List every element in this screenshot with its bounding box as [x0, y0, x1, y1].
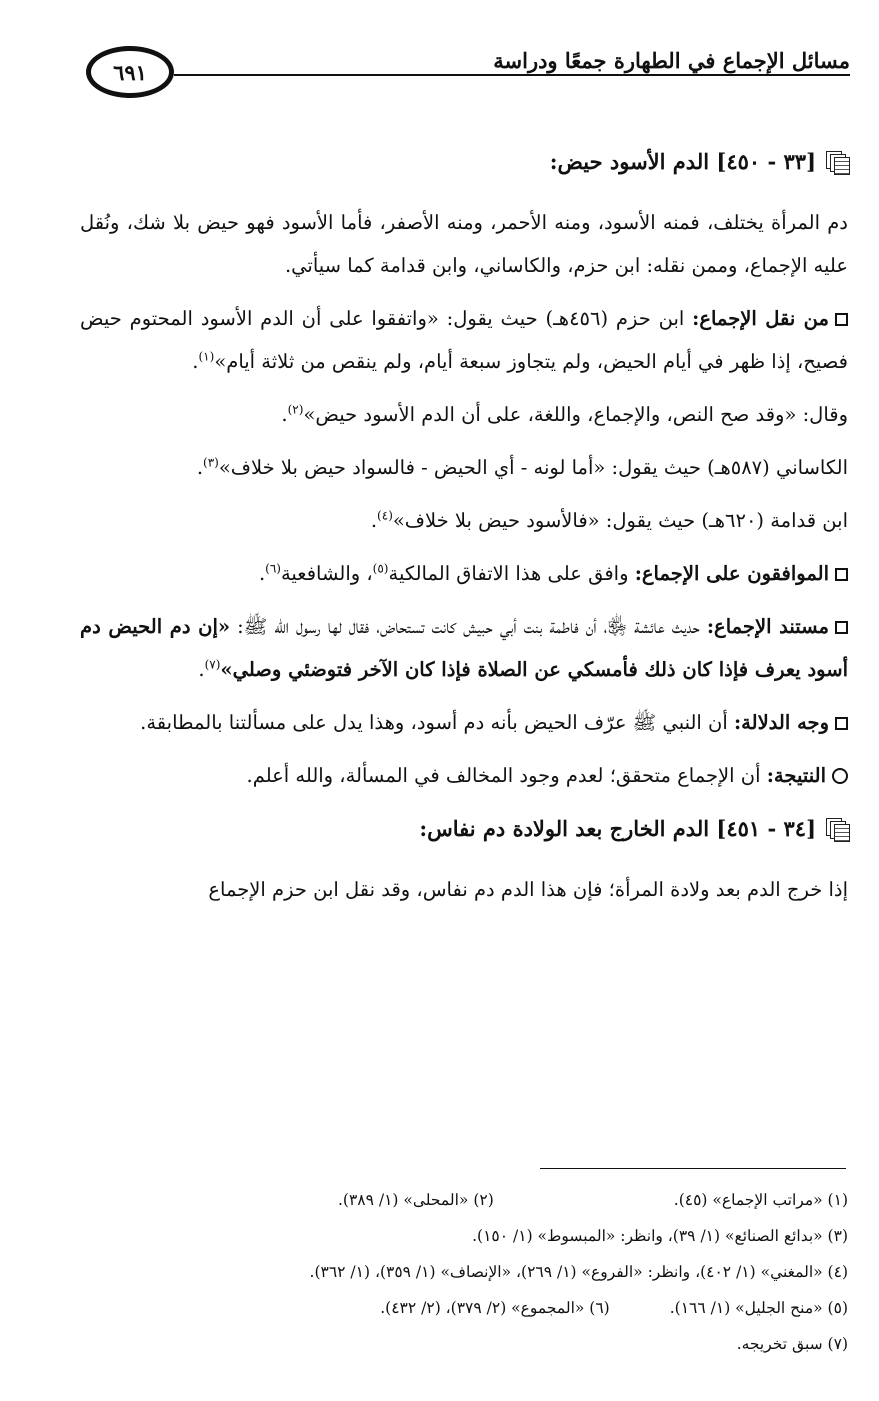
- document-stack-icon: [826, 818, 848, 840]
- agreeing-text-b: ، والشافعية: [280, 562, 373, 585]
- footnote-ref-6: (٦): [265, 561, 281, 576]
- transmitters-text: ابن حزم (٤٥٦هـ) حيث يقول: «واتفقوا على أن الدم الأسود المحتوم حيض فصيح، إذا ظهر في أيام الحيض، ولم يتجاوز سبعة أيام، ولم ينقص من ثلاثة أيام»: [80, 307, 848, 373]
- kasani-paragraph: الكاساني (٥٨٧هـ) حيث يقول: «أما لونه - أي الحيض - فالسواد حيض بلا خلاف»$^{(٣)}$.: [196, 455, 848, 479]
- footnote-ref-1: (١): [198, 349, 215, 364]
- nifas-text: إذا خرج الدم بعد ولادة المرأة؛ فإن هذا الدم دم نفاس، وقد نقل ابن حزم الإجماع: [208, 878, 848, 901]
- running-title: مسائل الإجماع في الطهارة جمعًا ودراسة: [493, 48, 850, 73]
- square-bullet-icon: [835, 621, 848, 634]
- kasani-text: الكاساني (٥٨٧هـ) حيث يقول: «أما لونه - أي الحيض - فالسواد حيض بلا خلاف»: [218, 456, 848, 479]
- footnote-ref-4: (٤): [377, 508, 393, 523]
- footnote-7: (٧) سبق تخريجه.: [736, 1335, 848, 1353]
- section-heading-text: [٣٤ - ٤٥١] الدم الخارج بعد الولادة دم نفاس:: [419, 816, 816, 841]
- square-bullet-icon: [835, 717, 848, 730]
- qal-paragraph: وقال: «وقد صح النص، والإجماع، واللغة، على أن الدم الأسود حيض»$^{(٢)}$.: [281, 402, 848, 426]
- section-heading-450: [80, 140, 848, 183]
- footnote-3: (٣) «بدائع الصنائع» (١/ ٣٩)، وانظر: «المبسوط» (١/ ١٥٠).: [472, 1227, 848, 1245]
- intro-text: دم المرأة يختلف، فمنه الأسود، ومنه الأحمر، ومنه الأصفر، فأما الأسود فهو حيض بلا شك، ونُقل عليه الإجماع، وممن نقله: ابن حزم، والكاساني، وابن قدامة كما سيأتي.: [80, 211, 848, 277]
- section-heading-451: [80, 807, 848, 850]
- footnote-line: [80, 1290, 848, 1326]
- footnote-line: [80, 1182, 848, 1218]
- transmitters-paragraph: من نقل الإجماع: ابن حزم (٤٥٦هـ) حيث يقول: «واتفقوا على أن الدم الأسود المحتوم حيض فصيح، إذا ظهر في أيام الحيض، ولم يتجاوز سبعة أيام، ولم ينقص من ثلاثة أيام»$^{(١)}$.: [80, 307, 848, 373]
- footnote-ref-5: (٥): [372, 561, 389, 576]
- agreeing-paragraph: الموافقون على الإجماع: وافق على هذا الاتفاق المالكية$^{(٥)}$، والشافعية$^{(٦)}$.: [80, 552, 848, 595]
- evidence-label: وجه الدلالة:: [733, 711, 829, 734]
- result-label: النتيجة:: [766, 764, 826, 787]
- qal-text: وقال: «وقد صح النص، والإجماع، واللغة، على أن الدم الأسود حيض»: [303, 403, 848, 426]
- agreeing-text-a: وافق على هذا الاتفاق المالكية: [388, 562, 629, 585]
- footnotes: [80, 1182, 848, 1362]
- document-stack-icon: [826, 151, 848, 173]
- square-bullet-icon: [835, 568, 848, 581]
- qudama-text: ابن قدامة (٦٢٠هـ) حيث يقول: «فالأسود حيض بلا خلاف»: [392, 509, 848, 532]
- intro-paragraph: [80, 201, 848, 287]
- footnote-2: (٢) «المحلى» (١/ ٣٨٩).: [337, 1191, 494, 1209]
- evidence-text: أن النبي ﷺ عرّف الحيض بأنه دم أسود، وهذا يدل على مسألتنا بالمطابقة.: [140, 711, 728, 734]
- footnote-separator: [540, 1168, 846, 1169]
- page-header: [86, 46, 850, 106]
- footnote-1: (١) «مراتب الإجماع» (٤٥).: [673, 1191, 848, 1209]
- nifas-paragraph: [80, 868, 848, 911]
- footnote-ref-3: (٣): [203, 455, 219, 470]
- footnote-ref-2: (٢): [287, 402, 304, 417]
- transmitters-label: من نقل الإجماع:: [692, 307, 829, 330]
- basis-text: حديث عائشة ﵂، أن فاطمة بنت أبي حبيش كانت تستحاض، فقال لها رسول الله ﷺ:: [230, 615, 700, 638]
- header-rule: [174, 74, 850, 76]
- result-text: أن الإجماع متحقق؛ لعدم وجود المخالف في المسألة، والله أعلم.: [246, 764, 761, 787]
- hadith-quote: «إن دم الحيض دم أسود يعرف فإذا كان ذلك فأمسكي عن الصلاة فإذا كان الآخر فتوضئي وصلي»: [80, 615, 848, 681]
- footnote-6: (٦) «المجموع» (٢/ ٣٧٩)، (٢/ ٤٣٢).: [380, 1299, 610, 1317]
- page-number: ٦٩١: [86, 46, 174, 98]
- footnote-5: (٥) «منح الجليل» (١/ ١٦٦).: [669, 1299, 848, 1317]
- basis-label: مستند الإجماع:: [706, 615, 829, 638]
- agreeing-label: الموافقون على الإجماع:: [634, 562, 829, 585]
- result-paragraph: [80, 754, 848, 797]
- square-bullet-icon: [835, 313, 848, 326]
- footnote-ref-7: (٧): [204, 657, 221, 672]
- qudama-paragraph: ابن قدامة (٦٢٠هـ) حيث يقول: «فالأسود حيض بلا خلاف»$^{(٤)}$.: [370, 508, 848, 532]
- main-text: [80, 140, 848, 921]
- section-heading-text: [٣٣ - ٤٥٠] الدم الأسود حيض:: [549, 149, 816, 174]
- footnote-4: (٤) «المغني» (١/ ٤٠٢)، وانظر: «الفروع» (١/ ٢٦٩)، «الإنصاف» (١/ ٣٥٩)، (١/ ٣٦٢).: [309, 1263, 848, 1281]
- basis-paragraph: مستند الإجماع: حديث عائشة ﵂، أن فاطمة بنت أبي حبيش كانت تستحاض، فقال لها رسول الله ﷺ: «إن دم الحيض دم أسود يعرف فإذا كان ذلك فأمسكي عن الصلاة فإذا كان الآخر فتوضئي وصلي»$^{(٧)}$.: [80, 615, 848, 681]
- evidence-paragraph: [80, 701, 848, 744]
- circle-bullet-icon: [832, 768, 848, 784]
